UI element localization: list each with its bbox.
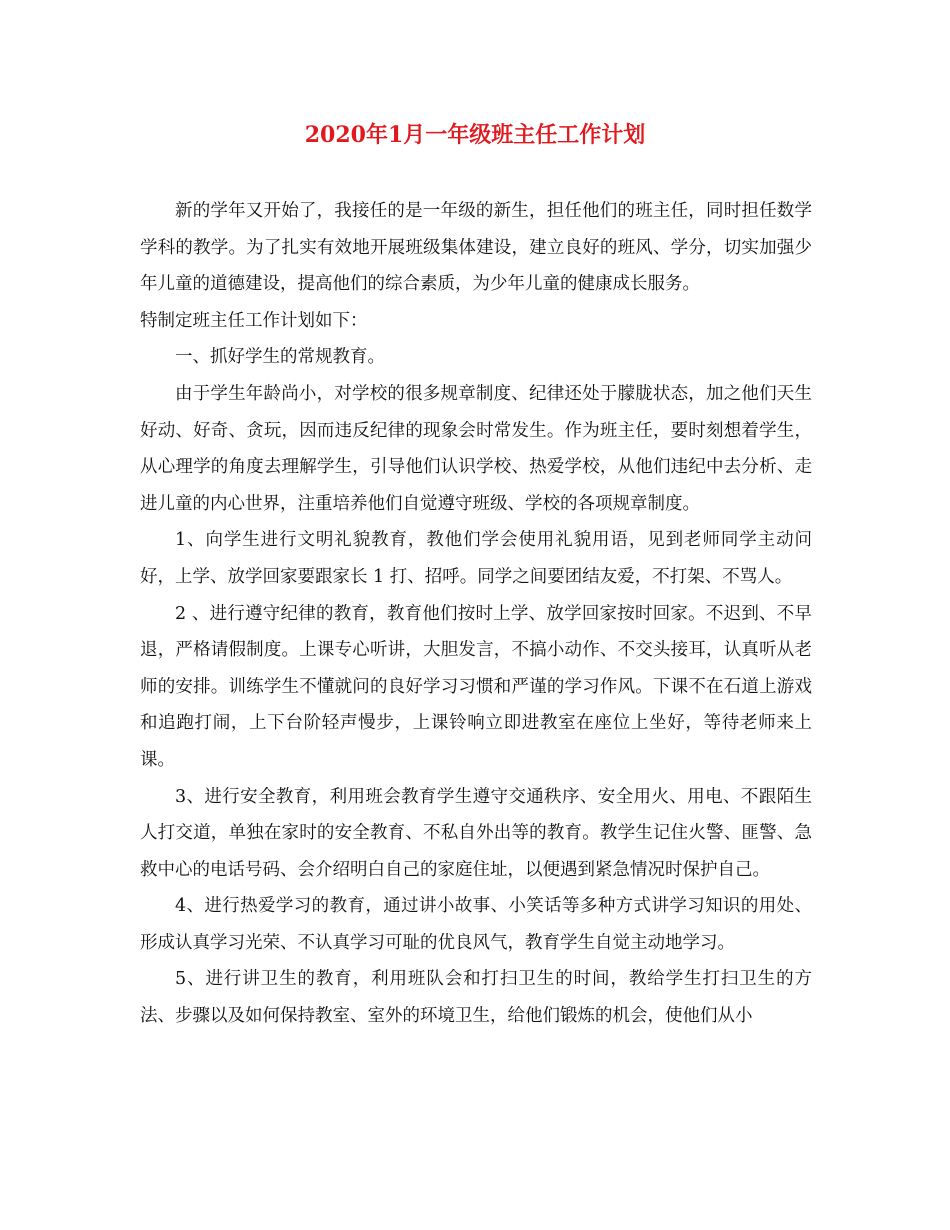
page-title: 2020年1月一年级班主任工作计划 [304,122,646,148]
section-heading-routine-education: 一、抓好学生的常规教育。 [175,347,385,368]
paragraph-item-4: 4、进行热爱学习的教育，通过讲小故事、小笑话等多种方式讲学习知识的用处、形成认真学习光荣、不认真学习可耻的优良风气，教育学生自觉主动地学习。 [140,896,812,953]
paragraph-item-3: 3、进行安全教育，利用班会教育学生遵守交通秩序、安全用火、用电、不跟陌生人打交道，单独在家时的安全教育、不私自外出等的教育。教学生记住火警、匪警、急救中心的电话号码、会介绍明白自己的家庭住址，以便遇到紧急情况时保护自己。 [140,786,812,880]
paragraph-item-2: 2 、进行遵守纪律的教育，教育他们按时上学、放学回家按时回家。不迟到、不早退，严格请假制度。上课专心听讲，大胆发言，不搞小动作、不交头接耳，认真听从老师的安排。训练学生不懂就问的良好学习习惯和严谨的学习作风。下课不在石道上游戏和追跑打闹，上下台阶轻声慢步，上课铃响立即进教室在座位上坐好，等待老师来上课。 [140,603,812,770]
paragraph-background: 由于学生年龄尚小，对学校的很多规章制度、纪律还处于朦胧状态，加之他们天生好动、好奇、贪玩，因而违反纪律的现象会时常发生。作为班主任，要时刻想着学生，从心理学的角度去理解学生，引导他们认识学校、热爱学校，从他们违纪中去分析、走进儿童的内心世界，注重培养他们自觉遵守班级、学校的各项规章制度。 [140,383,812,514]
paragraph-item-1: 1、向学生进行文明礼貌教育，教他们学会使用礼貌用语，见到老师同学主动问好，上学、放学回家要跟家长 1 打、招呼。同学之间要团结友爱，不打架、不骂人。 [140,530,812,587]
document-body [140,193,812,1035]
paragraph-intro: 新的学年又开始了，我接任的是一年级的新生，担任他们的班主任，同时担任数学学科的教学。为了扎实有效地开展班级集体建设，建立良好的班风、学分，切实加强少年儿童的道德建设，提高他们的综合素质，为少年儿童的健康成长服务。 [140,201,812,295]
paragraph-item-5: 5、进行讲卫生的教育，利用班队会和打扫卫生的时间，教给学生打扫卫生的方法、步骤以及如何保持教室、室外的环境卫生，给他们锻炼的机会，使他们从小 [140,969,812,1027]
paragraph-plan-lead: 特制定班主任工作计划如下： [140,310,368,331]
